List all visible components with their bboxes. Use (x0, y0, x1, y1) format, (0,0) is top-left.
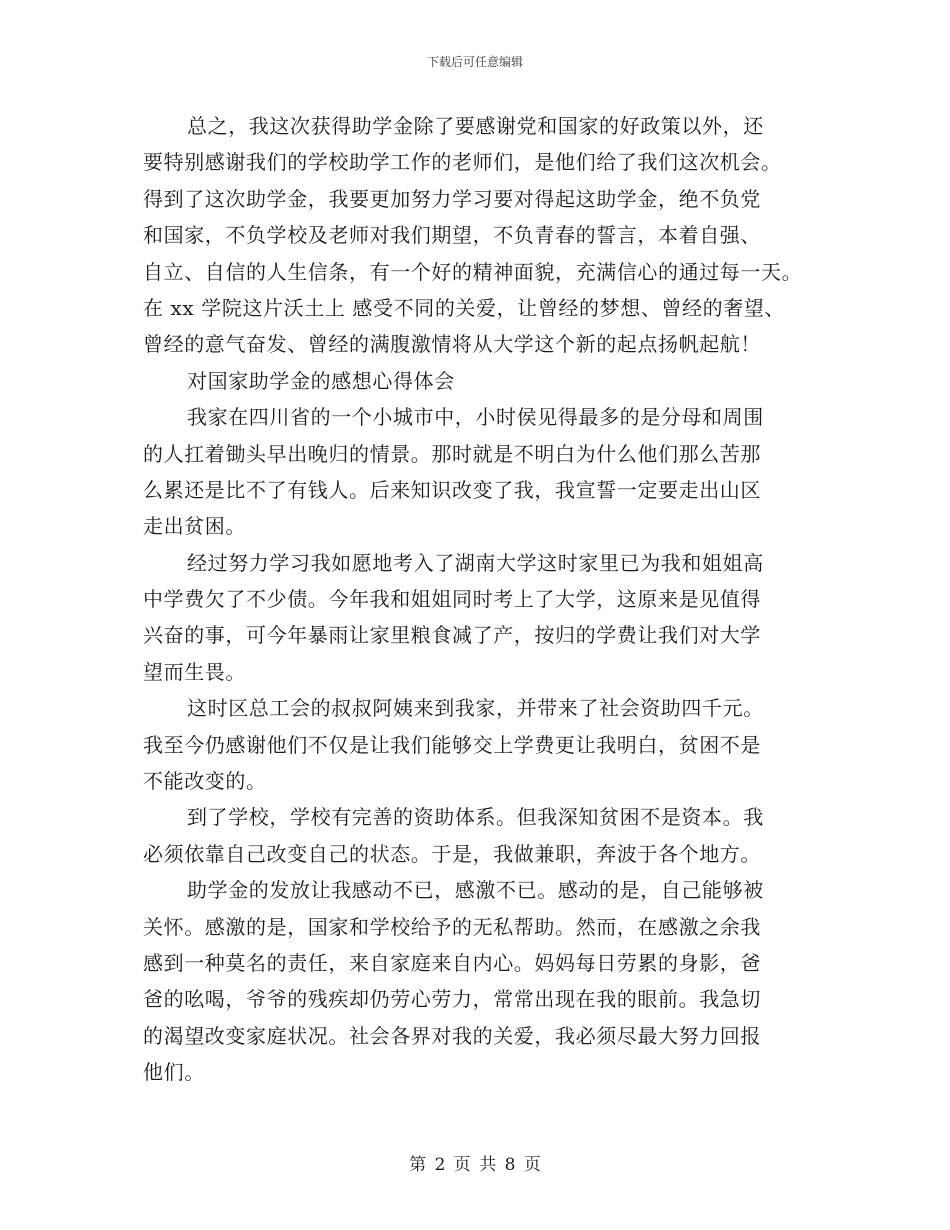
text-line: 和国家，不负学校及老师对我们期望，不负青春的誓言，本着自强、 (143, 223, 761, 248)
text-line: 自立、自信的人生信条，有一个好的精神面貌，充满信心的通过每一天。 (143, 259, 803, 284)
text-line: 必须依靠自己改变自己的状态。于是，我做兼职，奔波于各个地方。 (143, 841, 761, 866)
text-line: 的人扛着锄头早出晚归的情景。那时就是不明白为什么他们那么苦那 (143, 441, 761, 466)
text-line: 么累还是比不了有钱人。后来知识改变了我，我宣誓一定要走出山区 (143, 477, 761, 502)
text-line: 兴奋的事，可今年暴雨让家里粮食减了产，按归的学费让我们对大学 (143, 623, 761, 648)
text-line: 望而生畏。 (143, 659, 246, 684)
text-line: 要特别感谢我们的学校助学工作的老师们，是他们给了我们这次机会。 (143, 150, 782, 175)
text-line: 他们。 (143, 1060, 205, 1085)
text-line: 我至今仍感谢他们不仅是让我们能够交上学费更让我明白，贫困不是 (143, 732, 761, 757)
text-line: 关怀。感激的是，国家和学校给予的无私帮助。然而，在感激之余我 (143, 914, 761, 939)
text-line: 这时区总工会的叔叔阿姨来到我家，并带来了社会资助四千元。 (187, 696, 764, 721)
text-line: 感到一种莫名的责任，来自家庭来自内心。妈妈每日劳累的身影，爸 (143, 950, 761, 975)
text-line: 到了学校，学校有完善的资助体系。但我深知贫困不是资本。我 (187, 805, 764, 830)
text-line: 走出贫困。 (143, 514, 246, 539)
text-line: 得到了这次助学金，我要更加努力学习要对得起这助学金，绝不负党 (143, 186, 761, 211)
text-line: 对国家助学金的感想心得体会 (187, 368, 455, 393)
text-line: 爸的吆喝，爷爷的残疾却仍劳心劳力，常常出现在我的眼前。我急切 (143, 987, 761, 1012)
document-body (143, 108, 803, 1091)
page-header-note: 下载后可任意编辑 (426, 55, 523, 69)
text-line: 曾经的意气奋发、曾经的满腹激情将从大学这个新的起点扬帆起航！ (143, 332, 761, 357)
page-number-footer: 第 2 页 共 8 页 (409, 1155, 541, 1175)
text-line: 不能改变的。 (143, 769, 267, 794)
text-line: 经过努力学习我如愿地考入了湖南大学这时家里已为我和姐姐高 (187, 550, 764, 575)
text-line: 中学费欠了不少债。今年我和姐姐同时考上了大学，这原来是见值得 (143, 587, 761, 612)
text-line: 助学金的发放让我感动不已，感激不已。感动的是，自己能够被 (187, 878, 764, 903)
text-line: 总之，我这次获得助学金除了要感谢党和国家的好政策以外，还 (187, 114, 764, 138)
text-line: 的渴望改变家庭状况。社会各界对我的关爱，我必须尽最大努力回报 (143, 1023, 761, 1048)
text-line: 在 xx 学院这片沃土上 感受不同的关爱，让曾经的梦想、曾经的奢望、 (143, 295, 786, 320)
text-line: 我家在四川省的一个小城市中，小时侯见得最多的是分母和周围 (187, 405, 764, 430)
